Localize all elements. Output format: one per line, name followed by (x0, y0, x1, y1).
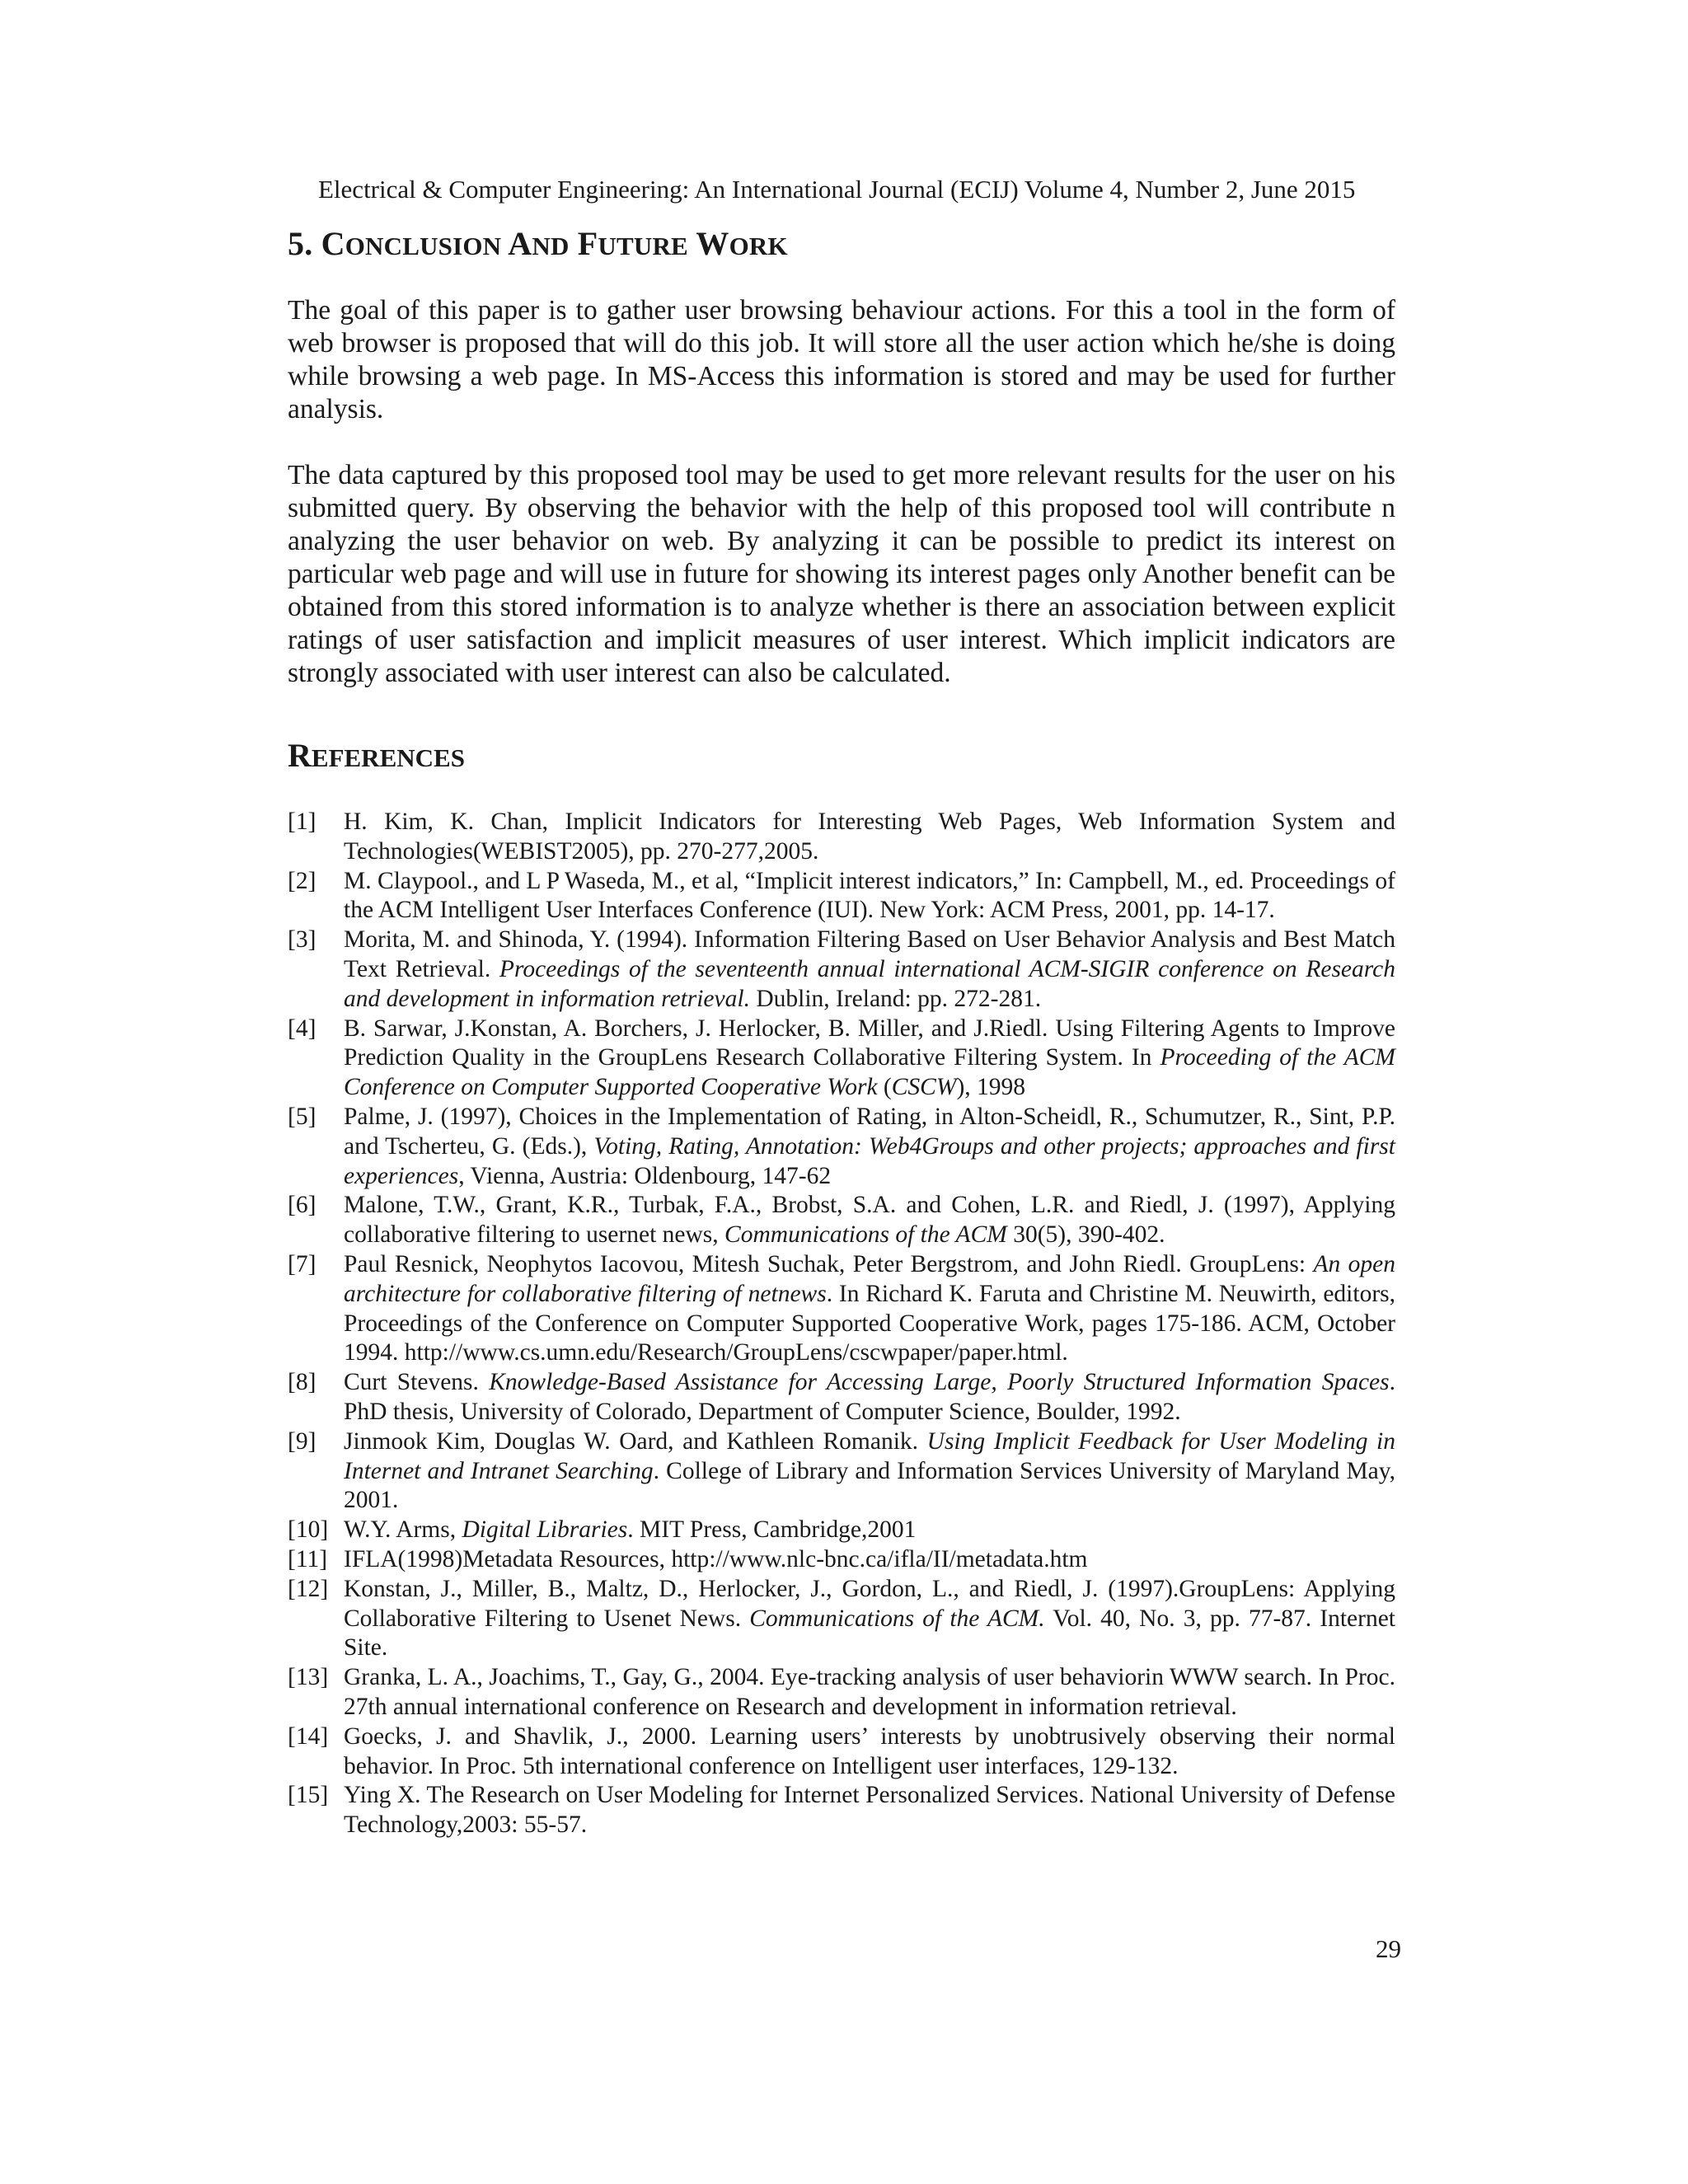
reference-item (288, 808, 1395, 867)
reference-text: Granka, L. A., Joachims, T., Gay, G., 2004. Eye-tracking analysis of user behaviorin WWW search. In Proc. 27th annual international conference on Research and development in information retrieval. (344, 1664, 1395, 1720)
reference-item (288, 867, 1395, 926)
reference-title-italic: Proceeding of the ACM Conference on Computer Supported Cooperative Work (344, 1044, 1396, 1101)
reference-number: [13] (288, 1664, 329, 1691)
reference-item (288, 1368, 1395, 1427)
reference-title-italic: An open architecture for collaborative filtering of netnews (344, 1250, 1395, 1307)
reference-number: [1] (288, 808, 316, 835)
reference-item (288, 1191, 1395, 1250)
reference-text: 30(5), 390-402. (1006, 1221, 1165, 1249)
reference-title-italic: Knowledge-Based Assistance for Accessing Large, Poorly Structured Information Spaces (489, 1369, 1390, 1396)
reference-text: B. Sarwar, J.Konstan, A. Borchers, J. Herlocker, B. Miller, and J.Riedl. Using Filtering Agents to Improve Prediction Quality in the GroupLens Research Collaborative Filtering System. In (344, 1015, 1395, 1071)
reference-title-italic: Communications of the ACM (724, 1221, 1007, 1249)
reference-text: H. Kim, K. Chan, Implicit Indicators for Interesting Web Pages, Web Information System and Technologies(WEBIST2005), pp. 270-277,2005. (344, 808, 1395, 865)
reference-title-italic: Proceedings of the seventeenth annual international ACM-SIGIR conference on Research and development in information retrieval. (344, 955, 1395, 1012)
section-title-part: ND (532, 232, 570, 260)
reference-number: [10] (288, 1516, 329, 1544)
reference-title-italic: Digital Libraries (462, 1516, 628, 1544)
references-heading-part: EFERENCES (311, 743, 465, 772)
reference-list (288, 808, 1395, 1840)
reference-text: IFLA(1998)Metadata Resources, http://www.nlc-bnc.ca/ifla/II/metadata.htm (344, 1545, 1088, 1572)
reference-text: Vol. 40, No. 3, pp. 77-87. Internet Site. (344, 1605, 1395, 1661)
reference-item (288, 1575, 1395, 1663)
reference-text: Malone, T.W., Grant, K.R., Turbak, F.A., Brobst, S.A. and Cohen, L.R. and Riedl, J. (1997), Applying collaborative filtering to usernet news, (344, 1192, 1395, 1249)
reference-number: [15] (288, 1782, 329, 1809)
references-heading (288, 736, 1395, 778)
section-title-part: UTURE (598, 232, 688, 260)
section-title-part: W (696, 225, 729, 262)
reference-number: [8] (288, 1369, 316, 1396)
reference-number: [14] (288, 1722, 329, 1750)
reference-text: Konstan, J., Miller, B., Maltz, D., Herlocker, J., Gordon, L., and Riedl, J. (1997).GroupLens: Applying Collaborative Filtering to Usenet News. (344, 1575, 1395, 1632)
conclusion-paragraph-1: The goal of this paper is to gather user browsing behaviour actions. For this a tool in the form of web browser is proposed that will do this job. It will store all the user action which he/she is doing while browsing a web page. In MS-Access this information is stored and may be used for further analysis. (288, 295, 1395, 424)
reference-text: M. Claypool., and L P Waseda, M., et al, “Implicit interest indicators,” In: Campbell, M., ed. Proceedings of the ACM Intelligent User Interfaces Conference (IUI). New York: ACM Press, 2001, pp. 14-17. (344, 867, 1395, 924)
reference-text: Dublin, Ireland: pp. 272-281. (749, 985, 1042, 1012)
reference-title-italic: Voting, Rating, Annotation: Web4Groups and other projects; approaches and first experiences (344, 1132, 1395, 1189)
section-title-part: C (321, 225, 345, 262)
section-title-part: ONCLUSION (345, 232, 502, 260)
reference-text: Jinmook Kim, Douglas W. Oard, and Kathleen Romanik. (344, 1427, 927, 1455)
reference-text: Ying X. The Research on User Modeling for Internet Personalized Services. National University of Defense Technology,2003: 55-57. (344, 1782, 1395, 1839)
reference-item (288, 1103, 1395, 1191)
reference-item (288, 1545, 1395, 1575)
reference-number: [7] (288, 1250, 316, 1277)
references-heading-part: R (288, 737, 312, 774)
reference-number: [6] (288, 1192, 316, 1219)
reference-item (288, 1015, 1395, 1103)
reference-item (288, 1663, 1395, 1722)
reference-item (288, 1427, 1395, 1516)
reference-number: [9] (288, 1427, 316, 1455)
reference-item (288, 1722, 1395, 1782)
reference-text: , Vienna, Austria: Oldenbourg, 147-62 (458, 1162, 832, 1189)
conclusion-paragraph-2: The data captured by this proposed tool may be used to get more relevant results for the user on his submitted query. By observing the behavior with the help of this proposed tool will contribute n analyzing the user behavior on web. By analyzing it can be possible to predict its interest on particular web page and will use in future for showing its interest pages only Another benefit can be obtained from this stored information is to analyze whether is there an association between explicit ratings of user satisfaction and implicit measures of user interest. Which implicit indicators are strongly associated with user interest can also be calculated. (288, 460, 1395, 688)
reference-number: [5] (288, 1103, 316, 1130)
reference-item (288, 1516, 1395, 1545)
reference-number: [4] (288, 1015, 316, 1042)
reference-text: W.Y. Arms, (344, 1516, 462, 1544)
reference-title-italic: Using Implicit Feedback for User Modeling in Internet and Intranet Searching (344, 1427, 1396, 1484)
reference-item (288, 1250, 1395, 1368)
reference-text: ), 1998 (956, 1074, 1026, 1101)
reference-number: [2] (288, 867, 316, 894)
reference-text: . In Richard K. Faruta and Christine M. Neuwirth, editors, Proceedings of the Conference on Computer Supported Cooperative Work, pages 175-186. ACM, October 1994. http://www.cs.umn.edu/Research/GroupLens/cscwpaper/paper.html. (344, 1280, 1395, 1366)
reference-item (288, 1781, 1395, 1840)
running-header: Electrical & Computer Engineering: An International Journal (ECIJ) Volume 4, Number 2, June 2015 (318, 175, 1356, 204)
reference-text: Goecks, J. and Shavlik, J., 2000. Learning users’ interests by unobtrusively observing their normal behavior. In Proc. 5th international conference on Intelligent user interfaces, 129-132. (344, 1722, 1395, 1779)
reference-item (288, 926, 1395, 1014)
reference-text: . College of Library and Information Services University of Maryland May, 2001. (344, 1457, 1395, 1514)
page-number: 29 (1376, 1934, 1401, 1963)
section-number: 5. (288, 225, 313, 262)
reference-title-italic: CSCW (891, 1074, 957, 1101)
reference-number: [3] (288, 926, 316, 954)
reference-text: Palme, J. (1997), Choices in the Implementation of Rating, in Alton-Scheidl, R., Schumutzer, R., Sint, P.P. and Tscherteu, G. (Eds.), (344, 1103, 1395, 1160)
reference-text: ( (877, 1074, 892, 1101)
reference-text: Curt Stevens. (344, 1369, 490, 1396)
reference-text: . MIT Press, Cambridge,2001 (627, 1516, 917, 1544)
page-content (288, 224, 1395, 1840)
reference-number: [12] (288, 1575, 329, 1602)
section-heading (288, 224, 1395, 266)
section-title-part: A (508, 225, 532, 262)
reference-text: . PhD thesis, University of Colorado, Department of Computer Science, Boulder, 1992. (344, 1369, 1396, 1425)
reference-text: Morita, M. and Shinoda, Y. (1994). Information Filtering Based on User Behavior Analysis and Best Match Text Retrieval. (344, 926, 1395, 982)
section-title-part: ORK (729, 232, 788, 260)
reference-number: [11] (288, 1545, 328, 1572)
reference-title-italic: Communications of the ACM. (749, 1605, 1045, 1632)
section-title-part: F (577, 225, 598, 262)
reference-text: Paul Resnick, Neophytos Iacovou, Mitesh Suchak, Peter Bergstrom, and John Riedl. GroupLens: (344, 1250, 1314, 1277)
